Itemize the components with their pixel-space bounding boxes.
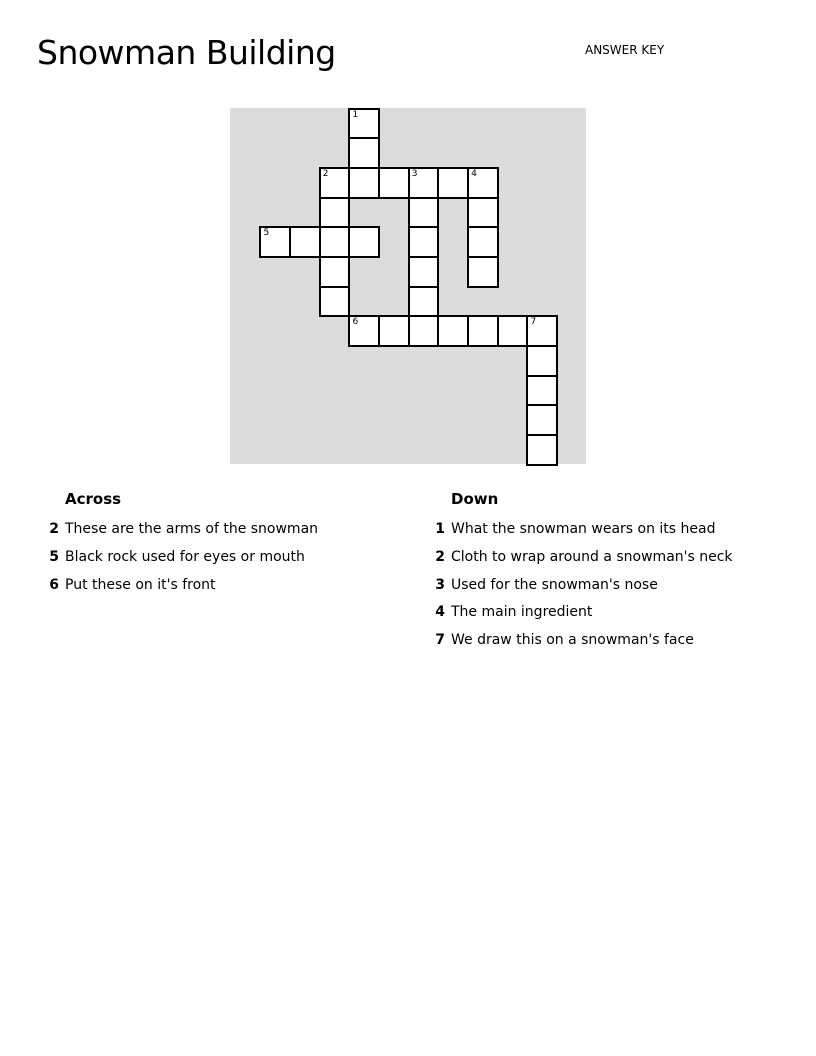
grid-cell[interactable]: [468, 168, 498, 198]
grid-cell[interactable]: [260, 227, 290, 257]
clue-text: Put these on it's front: [65, 576, 216, 593]
grid-cell[interactable]: [320, 287, 350, 317]
grid-cell[interactable]: [527, 376, 557, 406]
clue-text: These are the arms of the snowman: [65, 521, 319, 537]
page-title: Snowman Building: [37, 33, 336, 72]
grid-cell[interactable]: [349, 168, 379, 198]
clue-row: [426, 599, 733, 627]
grid-cell[interactable]: [349, 227, 379, 257]
grid-cell[interactable]: [468, 198, 498, 228]
clue-text: We draw this on a snowman's face: [451, 632, 694, 649]
grid-cell[interactable]: [409, 168, 439, 198]
clue-text: What the snowman wears on its head: [451, 521, 716, 537]
grid-cell[interactable]: [468, 227, 498, 257]
clue-row: [40, 572, 318, 600]
clue-text: Cloth to wrap around a snowman's neck: [451, 548, 733, 565]
grid-cell[interactable]: [320, 198, 350, 228]
clue-row: [426, 627, 733, 655]
cell-number: 6: [352, 317, 359, 328]
clue-number: 6: [49, 576, 59, 593]
down-heading: Down: [451, 490, 499, 508]
grid-cell[interactable]: [349, 316, 379, 346]
clue-row: [426, 544, 733, 572]
grid-cell[interactable]: [498, 316, 528, 346]
clue-number: 2: [435, 548, 445, 565]
cell-number: 1: [352, 109, 359, 120]
grid-cell[interactable]: [349, 109, 379, 139]
grid-cell[interactable]: [527, 435, 557, 465]
cell-number: 2: [322, 169, 329, 180]
across-heading: Across: [65, 490, 122, 508]
grid-cell[interactable]: [438, 316, 468, 346]
clue-number: 3: [435, 576, 445, 593]
answer-key-label: ANSWER KEY: [585, 43, 665, 57]
grid-cell[interactable]: [320, 227, 350, 257]
grid-cell[interactable]: [349, 138, 379, 168]
crossword-grid: [230, 108, 586, 464]
clue-text: Used for the snowman's nose: [451, 576, 658, 593]
cell-number: 3: [411, 169, 418, 180]
clue-number: 5: [49, 548, 59, 565]
grid-cell[interactable]: [438, 168, 468, 198]
grid-cell[interactable]: [527, 346, 557, 376]
clue-row: [426, 572, 733, 600]
grid-cell[interactable]: [527, 316, 557, 346]
clue-number: 4: [435, 604, 445, 621]
grid-cell[interactable]: [409, 287, 439, 317]
grid-cell[interactable]: [409, 316, 439, 346]
cell-number: 5: [263, 228, 270, 239]
down-clues: [426, 488, 733, 655]
clue-text: Black rock used for eyes or mouth: [65, 548, 305, 565]
clue-row: [426, 516, 733, 544]
grid-cell[interactable]: [379, 316, 409, 346]
grid-cell[interactable]: [320, 257, 350, 287]
clue-number: 1: [435, 521, 445, 537]
clue-number: 2: [49, 521, 59, 537]
clue-row: [40, 516, 318, 544]
cell-number: 7: [530, 317, 537, 328]
grid-cell[interactable]: [527, 405, 557, 435]
grid-cell[interactable]: [468, 257, 498, 287]
clue-text: The main ingredient: [451, 604, 593, 621]
across-clues: [40, 488, 318, 599]
clue-number: 7: [435, 632, 445, 649]
grid-cell[interactable]: [409, 227, 439, 257]
grid-cell[interactable]: [468, 316, 498, 346]
grid-cell[interactable]: [409, 257, 439, 287]
clue-row: [40, 544, 318, 572]
cell-number: 4: [471, 169, 477, 180]
grid-cell[interactable]: [320, 168, 350, 198]
grid-cell[interactable]: [290, 227, 320, 257]
grid-cell[interactable]: [379, 168, 409, 198]
grid-cell[interactable]: [409, 198, 439, 228]
